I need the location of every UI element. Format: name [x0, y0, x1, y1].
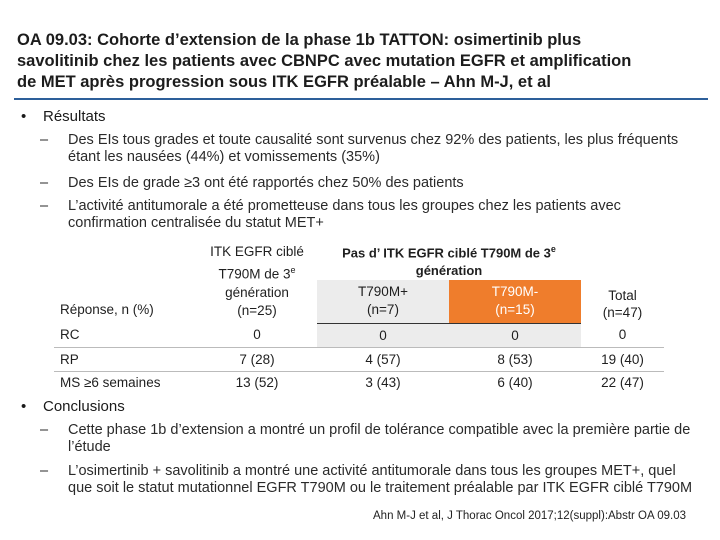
header-t790m-positive: T790M+ (n=7) — [317, 280, 449, 323]
header-t790m-negative: T790M- (n=15) — [449, 280, 581, 323]
conclusions-item-2-text: L’osimertinib + savolitinib a montré une activité antitumorale dans tous les groupes MET+, quel que soit le statut mutationnel EGFR T790M ou le traitement préalable par ITK EGFR ciblé T790M — [68, 463, 693, 496]
table-row: MS ≥6 semaines 13 (52) 3 (43) 6 (40) 22 (47) — [60, 374, 644, 390]
results-item-1-text: Des EIs tous grades et toute causalité sont survenus chez 92% des patients, les plus fréquents étant les nausées (44%) et vomissements (35%) — [68, 132, 679, 165]
header-total: Total (n=47) — [602, 288, 643, 320]
title-line-1: OA 09.03: Cohorte d’extension de la phase 1b TATTON: osimertinib plus — [17, 31, 582, 49]
table-row: RP 7 (28) 4 (57) 8 (53) 19 (40) — [54, 347, 664, 371]
citation-footnote: Ahn M-J et al, J Thorac Oncol 2017;12(suppl):Abstr OA 09.03 — [373, 510, 687, 522]
results-heading: Résultats — [43, 108, 106, 125]
header-targeted-t790m: ITK EGFR ciblé T790M de 3e génération (n=25) — [210, 244, 304, 318]
conclusions-item-1-text: Cette phase 1b d’extension a montré un profil de tolérance compatible avec la première partie de l’étude — [68, 422, 691, 455]
table-row: RC 0 0 0 0 — [54, 323, 664, 347]
bullet-dot: • — [21, 108, 27, 125]
bullet-dot: • — [21, 398, 27, 415]
title-line-2: savolitinib chez les patients avec CBNPC avec mutation EGFR et amplification — [17, 52, 632, 70]
conclusions-heading: Conclusions — [43, 398, 125, 415]
response-table — [54, 240, 664, 393]
results-item-3-text: L’activité antitumorale a été prometteuse dans tous les groupes chez les patients avec confirmation centralisée du statut MET+ — [68, 198, 621, 231]
results-item-2-text: Des EIs de grade ≥3 ont été rapportés chez 50% des patients — [68, 175, 464, 191]
header-no-targeted-group: Pas d’ ITK EGFR ciblé T790M de 3e génération — [342, 244, 556, 278]
header-response: Réponse, n (%) — [60, 302, 154, 317]
slide-title — [17, 30, 707, 93]
title-divider — [14, 98, 708, 100]
title-line-3: de MET après progression sous ITK EGFR préalable – Ahn M-J, et al — [17, 73, 551, 91]
